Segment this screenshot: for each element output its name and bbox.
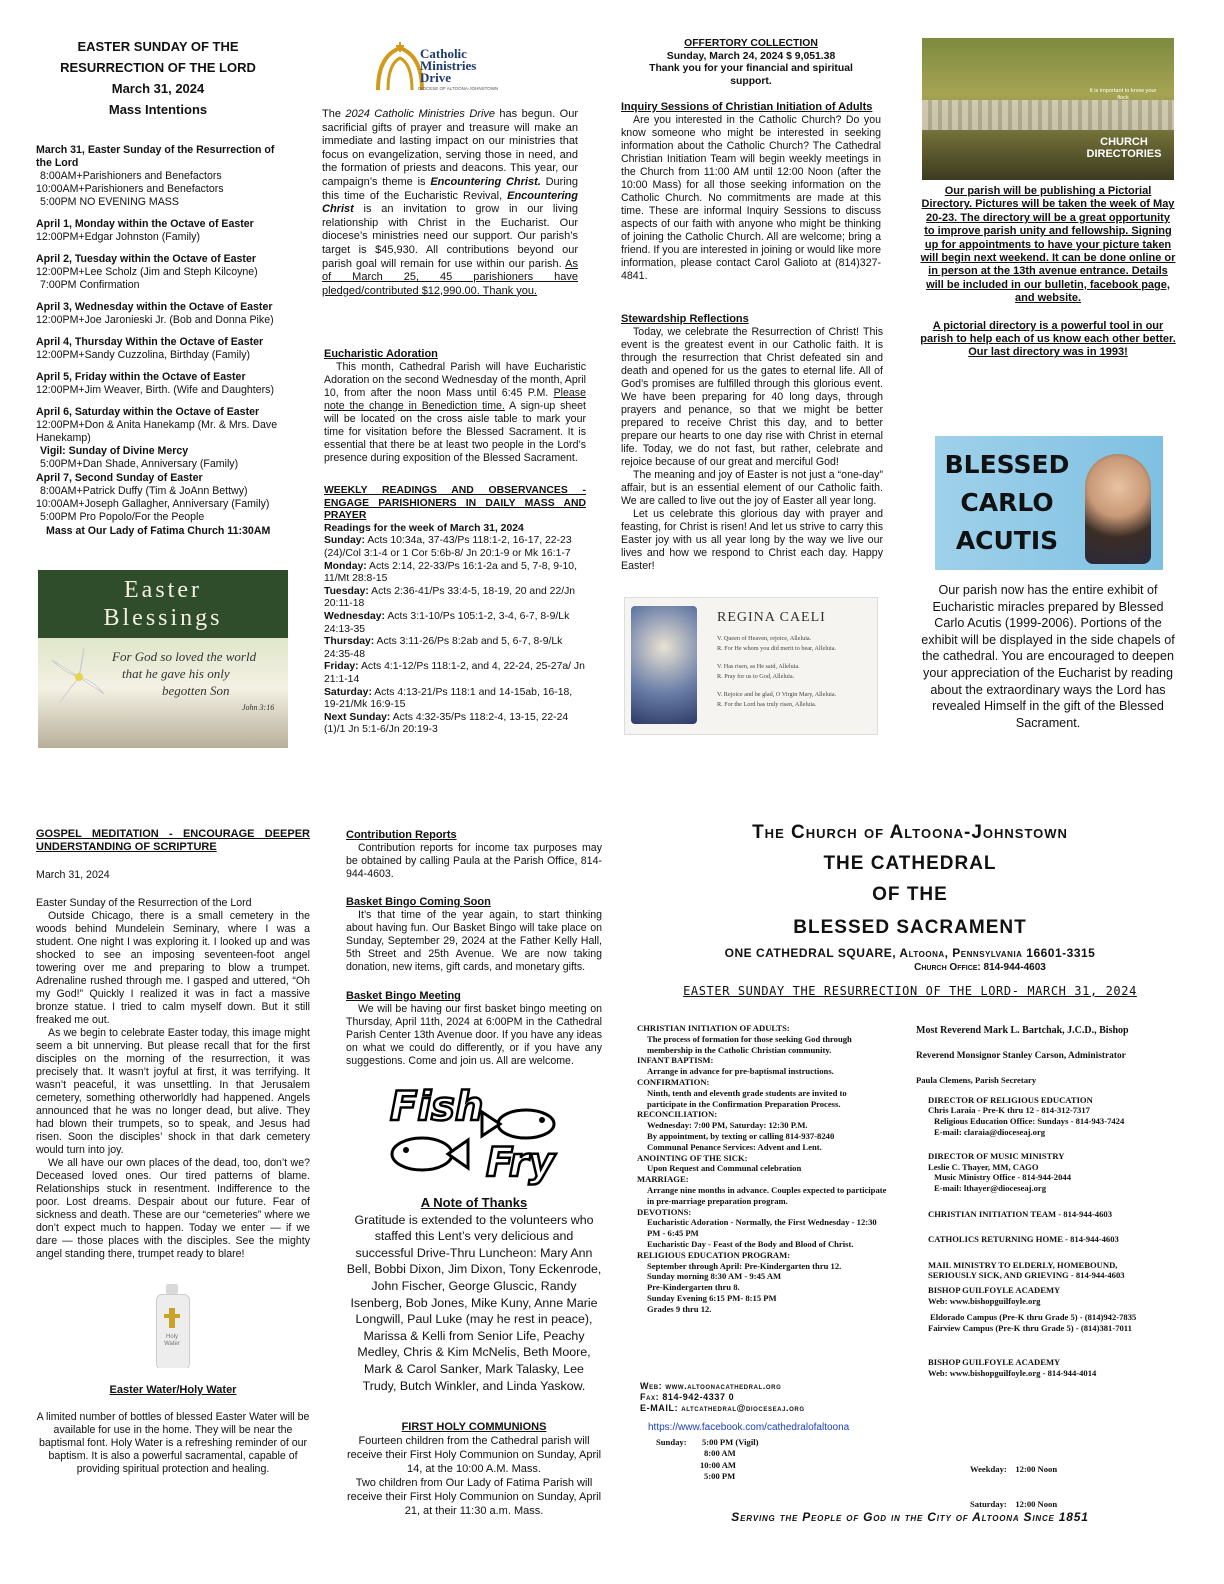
mass-intention: 5:00PM NO EVENING MASS xyxy=(40,196,179,208)
fish-fry-image xyxy=(386,1088,562,1192)
mass-intention: 10:00AM+Joseph Gallagher, Anniversary (Family) xyxy=(36,498,270,510)
reading-day: Next Sunday: xyxy=(324,711,391,723)
logo-subtitle: DIOCESE OF ALTOONA-JOHNSTOWN xyxy=(418,86,499,91)
basket-bingo-meeting: Basket Bingo Meeting We will be having our first basket bingo meeting on Thursday, April 11th, 2024 at 6:00PM in the Cathedral Parish Center 13th Avenue door. If you have any ideas on what we could do differently, or if you have any suggestions. Come and join us. All are welcome. xyxy=(346,990,602,1067)
mass-title: EASTER SUNDAY OF THE RESURRECTION OF THE LORD March 31, 2024 Mass Intentions xyxy=(60,39,256,117)
masthead-office: Church Office: 814-944-4603 xyxy=(914,962,1046,973)
first-holy-communions: FIRST HOLY COMMUNIONS Fourteen children from the Cathedral parish will receive their First Holy Communion on Sunday, April 14, at the 10:00 A.M. Mass. Two children from Our Lady of Fatima Parish will receive their First Holy Communion on Sunday, April 21, at their 11:30 a.m. Mass. xyxy=(346,1421,602,1517)
sacrament-detail: The process of formation for those seeking God through membership in the Catholic Christian community. xyxy=(647,1033,852,1055)
sacrament-heading: CONFIRMATION: xyxy=(637,1076,710,1087)
mass-day xyxy=(36,253,290,292)
sacrament-detail: Sunday morning 8:30 AM - 9:45 AM xyxy=(647,1271,782,1282)
reading-item xyxy=(324,687,586,712)
fatima-mass: Mass at Our Lady of Fatima Church 11:30AM xyxy=(46,525,271,537)
mass-day xyxy=(36,371,290,397)
sacrament-heading: ANOINTING OF THE SICK: xyxy=(637,1152,748,1163)
reading-text: Acts 4:32-35/Ps 118:2-4, 13-15, 22-24 (1)/1 Jn 5:1-6/Jn 20:19-3 xyxy=(324,711,569,736)
mass-intention: 12:00PM+Edgar Johnston (Family) xyxy=(36,231,200,243)
carlo-line-2: CARLO xyxy=(960,488,1054,517)
reading-item xyxy=(324,712,586,737)
sacrament-detail: Eucharistic Adoration - Normally, the First Wednesday - 12:30 PM - 6:45 PM xyxy=(647,1217,877,1239)
directory-title-2: DIRECTORIES xyxy=(1086,148,1162,160)
sacrament-detail: Pre-Kindergarten thru 8. xyxy=(647,1282,740,1293)
carlo-line-3: ACUTIS xyxy=(955,526,1059,555)
mass-day xyxy=(36,472,290,524)
mass-day-label: April 4, Thursday Within the Octave of Easter xyxy=(36,336,264,348)
mass-day xyxy=(36,445,290,471)
regina-line: R. For He whom you did merit to bear, Alleluia. xyxy=(717,644,837,652)
easter-blessings-image xyxy=(38,570,288,748)
church-directories-image xyxy=(922,38,1174,180)
reading-text: Acts 4:1-12/Ps 118:1-2, and 4, 22-24, 25-27a/ Jn 21:1-14 xyxy=(324,661,585,685)
directory-title-1: CHURCH xyxy=(1100,136,1148,148)
sunday-label: Sunday: xyxy=(656,1437,687,1447)
reading-day: Friday: xyxy=(324,661,359,673)
verse-ref: John 3:16 xyxy=(242,703,275,712)
sacrament-detail: By appointment, by texting or calling 814-937-8240 xyxy=(647,1130,835,1141)
reading-day: Saturday: xyxy=(324,686,372,698)
mass-day xyxy=(36,336,290,362)
mass-intention: 12:00PM+Joe Jaronieski Jr. (Bob and Donna Pike) xyxy=(36,314,274,326)
reading-text: Acts 2:36-41/Ps 33:4-5, 18-19, 20 and 22/Jn 20:11-18 xyxy=(324,585,576,610)
sacrament-heading: RELIGIOUS EDUCATION PROGRAM: xyxy=(637,1249,791,1260)
mass-day-label: Vigil: Sunday of Divine Mercy xyxy=(40,445,189,457)
holy-water-bottle-image xyxy=(152,1284,192,1368)
reading-text: Acts 2:14, 22-33/Ps 16:1-2a and 5, 7-8, 9-10, 11/Mt 28:8-15 xyxy=(324,560,577,585)
sacrament-detail: September through April: Pre-Kindergarten thru 12. xyxy=(647,1260,842,1271)
sacraments-list xyxy=(637,1023,887,1315)
fish-word: Fish xyxy=(390,1088,484,1130)
mass-day xyxy=(36,406,290,445)
carlo-line-1: BLESSED xyxy=(944,450,1070,479)
mass-intention: 12:00PM+Don & Anita Hanekamp (Mr. & Mrs. Dave Hanekamp) xyxy=(36,419,278,444)
mass-intention: 5:00PM+Dan Shade, Anniversary (Family) xyxy=(40,458,239,470)
reading-text: Acts 3:11-26/Ps 8:2ab and 5, 6-7, 8-9/Lk 24:35-48 xyxy=(324,636,563,660)
reading-day: Monday: xyxy=(324,560,367,572)
sacrament-detail: Ninth, tenth and eleventh grade students are invited to participate in the Confirmation Preparation Process. xyxy=(647,1087,847,1109)
masthead xyxy=(640,818,1180,998)
regina-line: R. For the Lord has truly risen, Alleluia. xyxy=(717,700,817,708)
regina-line: V. Has risen, as He said, Alleluia. xyxy=(717,663,800,671)
regina-title: REGINA CAELI xyxy=(717,610,826,625)
mass-day xyxy=(36,144,290,209)
reading-text: Acts 10:34a, 37-43/Ps 118:1-2, 16-17, 22-23 (24)/Col 3:1-4 or 1 Cor 5:6b-8/ Jn 20:1-9 or Mk 16:1-7 xyxy=(324,535,572,559)
note-of-thanks: A Note of Thanks Gratitude is extended to the volunteers who staffed this Lent’s very delicious and successful Drive-Thru Luncheon: Mary Ann Bell, Bobbi Dixon, Jim Dixon, Tony Eckenrode, John Fischer, George Gluscic, Randy Isenberg, Bob Jones, Mike Kuny, Anne Marie Longwill, Paul Luke (may he rest in peace), Marissa & Kelli from Senior Life, Peachy Medley, Chris & Kim McNelis, Beth Moore, Mark & Carol Sanker, Mark Talasky, Lee Trudy, Butch Winkler, and Linda Yaskow. xyxy=(346,1195,602,1393)
logo-word-3: Drive xyxy=(420,70,452,85)
regina-line: R. Pray for us to God, Alleluia. xyxy=(717,672,795,680)
reading-item xyxy=(324,586,586,611)
contact-info xyxy=(640,1381,900,1413)
readings-heading: WEEKLY READINGS AND OBSERVANCES - ENGAGE PARISHIONERS IN DAILY MASS AND PRAYER xyxy=(324,485,586,522)
reading-item xyxy=(324,661,586,686)
staff-list: Most Reverend Mark L. Bartchak, J.C.D., Bishop Reverend Monsignor Stanley Carson, Administrator Paula Clemens, Parish Secretary DIRECTOR OF RELIGIOUS EDUCATION Chris Laraia - Pre-K thru 12 - 814-312-7317 Religious Education Office: Sundays - 814-943-7424 E-mail: claraia@dioceseaj.org DIRECTOR OF MUSIC MINISTRY Leslie C. Thayer, MM, CAGO Music Ministry Office - 814-944-2044 E-mail: lthayer@dioceseaj.org CHRISTIAN INITIATION TEAM - 814-944-4603 CATHOLICS RETURNING HOME - 814-944-4603 MAIL MINISTRY TO ELDERLY, HOMEBOUND, SERIOUSLY SICK, AND GRIEVING - 814-944-4603 BISHOP GUILFOYLE ACADEMY Web: www.bishopguilfoyle.org Eldorado Campus (Pre-K thru Grade 5) - (814)942-7835 Fairview Campus (Pre-K thru Grade 5) - (814)381-7011 BISHOP GUILFOYLE ACADEMY Web: www.bishopguilfoyle.org - 814-944-4014 xyxy=(916,1025,1137,1378)
reading-item xyxy=(324,535,586,560)
email-link[interactable]: E-MAIL: altcathedral@dioceseaj.org xyxy=(640,1402,805,1413)
madonna-image xyxy=(631,606,697,724)
verse-line-1: For God so loved the world xyxy=(112,649,257,664)
mass-day-label: April 5, Friday within the Octave of Easter xyxy=(36,371,246,383)
mass-day-label: April 3, Wednesday within the Octave of Easter xyxy=(36,301,273,313)
weekly-readings xyxy=(324,485,586,737)
mass-day-label: March 31, Easter Sunday of the Resurrection of the Lord xyxy=(36,144,275,169)
bottle-label-1: Holy xyxy=(165,1334,178,1340)
facebook-link[interactable]: https://www.facebook.com/cathedralofaltoona xyxy=(648,1422,850,1433)
gospel-meditation: GOSPEL MEDITATION - ENCOURAGE DEEPER UNDERSTANDING OF SCRIPTURE March 31, 2024 Easter Sunday of the Resurrection of the Lord Outside Chicago, there is a small cemetery in the woods behind Mundelein Seminary, where I was a student. One night I was exploring it. I looked up and was shocked to see an imposing seventeen-foot angel towering over me and preparing to blow a trumpet. Adrenaline rushed through me. I gasped and uttered, “Oh my God!” Quickly I realized it was in fact a massive bronze statue. I tried to calm myself down. But it still freaked me out. As we begin to celebrate Easter today, this image might seem a bit unnerving. But please recall that for the first disciples on the morning of the resurrection, it was precisely that. It wasn’t joyful at first, it was terrifying. It wasn’t peaceful, it was unsettling. In that Jerusalem cemetery, something otherworldly had happened. Angels announced that he was no longer dead, but alive. They had blown their trumpets, so to speak, and Jesus had risen. Soon the disciples’ shock in that dark cemetery would turn into joy. We all have our own places of the dead, too, don’t we? Deceased loved ones. Our tired patterns of blame. Relationships stuck in resentment. Indifference to the poor. Lost dreams. Despair about our future. Fear of sickness and death. These are our “cemeteries” where we don’t expect much to happen. Today we enter — if we dare — those places with the disciples. See the mighty angel standing there, trumpet ready to blare! xyxy=(36,828,310,1260)
fry-word: Fry xyxy=(486,1140,555,1186)
sacrament-detail: Arrange nine months in advance. Couples expected to participate in pre-marriage preparation program. xyxy=(647,1184,887,1206)
regina-line: V. Rejoice and be glad, O Virgin Mary, Alleluia. xyxy=(717,691,837,699)
mass-intention: 12:00PM+Lee Scholz (Jim and Steph Kilcoyne) xyxy=(36,266,258,278)
mass-intention: 12:00PM+Jim Weaver, Birth. (Wife and Daughters) xyxy=(36,384,274,396)
sacrament-detail: Upon Request and Communal celebration xyxy=(647,1163,802,1174)
reading-item xyxy=(324,636,586,661)
sacrament-detail: Communal Penance Services: Advent and Lent. xyxy=(647,1141,822,1152)
stewardship-reflections: Stewardship Reflections Today, we celebrate the Resurrection of Christ! This event is the greatest event in our Catholic faith. It is through the resurrection that Christ defeated sin and death and opened for us the gates to eternal life. All of God’s promises are fulfilled through this glorious event. We have been preparing for 40 long days, through prayers and penance, so that we might be better prepared to receive Christ this day, and to better prepare our hearts to one day rise with Christ in eternal life. Today, we do not fast, but rather, celebrate and rejoice because of our great and merciful God! The meaning and joy of Easter is not just a “one-day” affair, but is an essential element of our Catholic faith. We are called to live out the joy of Easter all year long. Let us celebrate this glorious day with prayer and feasting, for Christ is risen! And let us strive to carry this Easter joy with us all year long by the way we live our lives and how we respond to Christ each day. Happy Easter! xyxy=(621,313,883,572)
fax-number: Fax: 814-942-4337 0 xyxy=(640,1391,735,1402)
sacrament-detail: Wednesday: 7:00 PM, Saturday: 12:30 P.M. xyxy=(647,1120,808,1131)
sacrament-heading: MARRIAGE: xyxy=(637,1174,689,1185)
mass-day xyxy=(36,218,290,244)
mass-intention: 7:00PM Confirmation xyxy=(40,279,140,291)
regina-caeli-card xyxy=(624,597,878,735)
reading-day: Tuesday: xyxy=(324,585,369,597)
carlo-text: Our parish now has the entire exhibit of Eucharistic miracles prepared by Blessed Carlo Acutis (1999-2006). Portions of the exhibit will be displayed in the side chapels of the cathedral. You are encouraged to deepen your appreciation of the Eucharist by reading about the extraordinary ways the Lord has revealed Himself in the gift of the Blessed Sacrament. xyxy=(921,583,1175,730)
mass-day-label: April 2, Tuesday within the Octave of Easter xyxy=(36,253,256,265)
verse-line-3: begotten Son xyxy=(162,683,230,698)
mass-day-label: April 1, Monday within the Octave of Easter xyxy=(36,218,254,230)
logo-word-1: Catholic xyxy=(420,46,467,61)
directory-text: Our parish will be publishing a Pictorial Directory. Pictures will be taken the week of May 20-23. The directory will be a great opportunity to improve parish unity and fellowship. Signing up for appointments to have your picture taken will begin next weekend. It can be done online or in person at the 13th avenue entrance. Details will be included in our bulletin, facebook page, and website. A pictorial directory is a powerful tool in our parish to help each of us know each other better. Our last directory was in 1993! xyxy=(920,185,1176,359)
readings-week: Readings for the week of March 31, 2024 xyxy=(324,522,524,534)
logo-word-2: Ministries xyxy=(420,58,477,73)
mass-intention: 12:00PM+Sandy Cuzzolina, Birthday (Family) xyxy=(36,349,251,361)
reading-text: Acts 4:13-21/Ps 118:1 and 14-15ab, 16-18, 19-21/Mk 16:9-15 xyxy=(324,686,573,711)
church-arch-icon xyxy=(374,42,426,92)
sacrament-detail: Grades 9 thru 12. xyxy=(647,1303,712,1314)
verse-line-2: that he gave his only xyxy=(122,666,230,681)
mass-day-label: April 6, Saturday within the Octave of Easter xyxy=(36,406,260,418)
mass-day xyxy=(36,301,290,327)
easter-title-2: Blessings xyxy=(103,605,223,631)
portrait-image xyxy=(1085,454,1151,564)
reading-item xyxy=(324,611,586,636)
mass-intention: 5:00PM Pro Popolo/For the People xyxy=(40,511,205,523)
sacrament-heading: DEVOTIONS: xyxy=(637,1206,692,1217)
sacrament-detail: Eucharistic Day - Feast of the Body and Blood of Christ. xyxy=(647,1238,854,1249)
cmd-paragraph: The 2024 Catholic Ministries Drive has begun. Our sacrificial gifts of prayer and treasure will make an immediate and lasting impact on our ministries that focus on evangelization, serving those in need, and the formation of priests and deacons. This year, our campaign’s theme is Encountering Christ. During this time of the Eucharistic Revival, Encountering Christ is an invitation to grow in our living relationship with Christ in the Eucharist. Our diocese’s ministries need our support. Our parish’s target is $45,930. All contributions beyond our parish goal will remain for use within our parish. As of March 25, 45 parishioners have pledged/contributed $12,990.00. Thank you. xyxy=(322,108,579,297)
regina-line: V. Queen of Heaven, rejoice, Alleluia. xyxy=(717,635,812,642)
basket-bingo-soon: Basket Bingo Coming Soon It’s that time of the year again, to start thinking about having fun. Our Basket Bingo will take place on Sunday, September 29, 2024 at the Father Kelly Hall, 5th Street and 25th Avenue. We are now taking donation, new items, gift cards, and monetary gifts. xyxy=(346,896,602,973)
easter-title-1: Easter xyxy=(124,577,202,603)
masthead-banner: EASTER SUNDAY THE RESURRECTION OF THE LORD- MARCH 31, 2024 xyxy=(683,984,1137,998)
sacrament-heading: RECONCILIATION: xyxy=(637,1109,718,1120)
lily-icon xyxy=(44,642,114,712)
reading-day: Thursday: xyxy=(324,636,375,648)
masthead-cathedral: THE CATHEDRAL xyxy=(823,853,997,874)
sacrament-detail: Sunday Evening 6:15 PM- 8:15 PM xyxy=(647,1292,777,1303)
sacrament-heading: INFANT BAPTISM: xyxy=(637,1055,714,1066)
mass-intention: 8:00AM+Parishioners and Benefactors xyxy=(40,170,222,182)
reading-day: Sunday: xyxy=(324,535,365,547)
mass-intention: 10:00AM+Parishioners and Benefactors xyxy=(36,183,224,195)
web-link[interactable]: Web: www.altoonacathedral.org xyxy=(640,1381,782,1391)
bottle-label-2: Water xyxy=(164,1341,180,1347)
masthead-of-the: OF THE xyxy=(872,884,948,905)
directory-caption-small: It is important to know your flock xyxy=(1089,88,1157,101)
masthead-blessed: BLESSED SACRAMENT xyxy=(793,917,1027,938)
masthead-address: ONE CATHEDRAL SQUARE, Altoona, Pennsylvania 16601-3315 xyxy=(724,946,1096,960)
reading-text: Acts 3:1-10/Ps 105:1-2, 3-4, 6-7, 8-9/Lk 24:13-35 xyxy=(324,610,570,635)
cross-icon xyxy=(169,1308,175,1328)
blessed-carlo-acutis-image xyxy=(935,436,1163,570)
adoration-heading: Eucharistic Adoration xyxy=(324,348,438,360)
sacrament-detail: Arrange in advance for pre-baptismal instructions. xyxy=(647,1066,834,1077)
masthead-footer: Serving the People of God in the City of Altoona Since 1851 xyxy=(731,1510,1089,1524)
masthead-church: The Church of Altoona-Johnstown xyxy=(752,822,1068,843)
sacrament-heading: CHRISTIAN INITIATION OF ADULTS: xyxy=(637,1023,790,1033)
mass-day-label: April 7, Second Sunday of Easter xyxy=(36,472,203,484)
inquiry-sessions: Inquiry Sessions of Christian Initiation of Adults Are you interested in the Catholic Church? Do you know someone who might be interested in seeking information about the Catholic Church? The Cathedral Christian Initiation Team will begin weekly meetings in the Church from 11:00 AM until 12:00 Noon (after the 10:00 Mass) for all those seeking information on the Catholic Church. No commitments are made at this time. These are informal Inquiry Sessions to discuss aspects of our faith with anyone who might be thinking of joining the Catholic Church. All are welcome; bring a friend. If you are interested in joining or would like more information, please contact Carol Galioto at (814)327-4841. xyxy=(621,101,881,282)
offertory-collection: OFFERTORY COLLECTION Sunday, March 24, 2024 $ 9,051.38 Thank you for your financial and spiritual support. xyxy=(649,38,853,87)
catholic-ministries-drive-logo xyxy=(374,42,514,94)
reading-day: Wednesday: xyxy=(324,610,386,622)
contribution-reports: Contribution Reports Contribution reports for income tax purposes may be obtained by calling Paula at the Parish Office, 814-944-4603. xyxy=(346,829,602,880)
eucharistic-adoration: Eucharistic Adoration This month, Cathedral Parish will have Eucharistic Adoration on the second Wednesday of the month, April 10, from after the noon Mass until 6:45 P.M. Please note the change in Benediction time. A sign-up sheet will be located on the cross aisle table to mark your time for visitation before the Blessed Sacrament. It is essential that there be at least two people in the Lord’s presence during exposition of the Blessed Sacrament. xyxy=(324,348,586,464)
mass-schedule-weekday: Weekday: 12:00 Noon Saturday: 12:00 Noon xyxy=(970,1464,1058,1509)
holy-water: Easter Water/Holy Water A limited number of bottles of blessed Easter Water will be available for use in the home. They will be near the baptismal font. Holy Water is a refreshing reminder of our baptism. It is also a powerful sacramental, capable of providing spiritual protection and healing. xyxy=(36,1384,310,1475)
reading-item xyxy=(324,561,586,586)
mass-intentions-list xyxy=(36,135,290,538)
mass-intention: 8:00AM+Patrick Duffy (Tim & JoAnn Bettwy) xyxy=(40,485,248,497)
